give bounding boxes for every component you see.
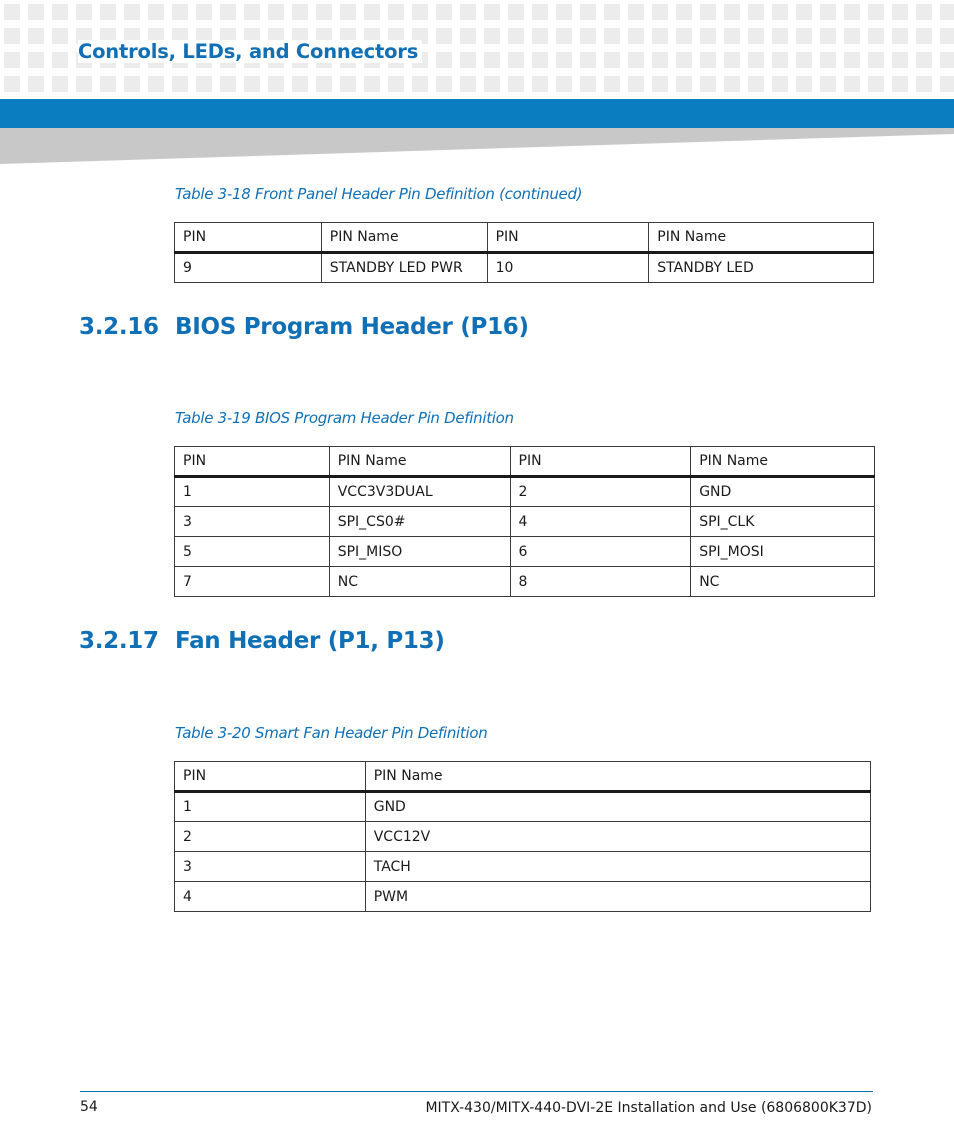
table-cell: SPI_MISO bbox=[329, 537, 510, 567]
column-header: PIN bbox=[175, 762, 366, 792]
section-number: 3.2.16 bbox=[79, 314, 159, 340]
page-number: 54 bbox=[80, 1099, 98, 1115]
header-grey-swoosh bbox=[0, 128, 954, 164]
footer-rule bbox=[80, 1091, 873, 1092]
document-title: MITX-430/MITX-440-DVI-2E Installation and Use (6806800K37D) bbox=[425, 1100, 872, 1116]
table-caption: Table 3-18 Front Panel Header Pin Definition (continued) bbox=[175, 185, 583, 203]
column-header: PIN Name bbox=[365, 762, 870, 792]
table-cell: 4 bbox=[510, 507, 691, 537]
column-header: PIN bbox=[175, 223, 322, 253]
column-header: PIN Name bbox=[329, 447, 510, 477]
table-cell: 7 bbox=[175, 567, 330, 597]
page-header bbox=[0, 0, 954, 100]
table-cell: SPI_MOSI bbox=[691, 537, 875, 567]
table-cell: 3 bbox=[175, 507, 330, 537]
table-cell: 1 bbox=[175, 477, 330, 507]
column-header: PIN Name bbox=[691, 447, 875, 477]
table-caption: Table 3-20 Smart Fan Header Pin Definition bbox=[175, 724, 488, 742]
header-blue-bar bbox=[0, 99, 954, 128]
section-title: BIOS Program Header (P16) bbox=[175, 314, 529, 340]
table-cell: NC bbox=[691, 567, 875, 597]
table-row bbox=[175, 253, 874, 283]
table-row bbox=[175, 792, 871, 822]
table-cell: 5 bbox=[175, 537, 330, 567]
chapter-title: Controls, LEDs, and Connectors bbox=[78, 40, 422, 63]
table-row bbox=[175, 882, 871, 912]
table-cell: 10 bbox=[487, 253, 649, 283]
table-row bbox=[175, 477, 875, 507]
table-caption: Table 3-19 BIOS Program Header Pin Definition bbox=[175, 409, 514, 427]
table-cell: STANDBY LED PWR bbox=[321, 253, 487, 283]
table-row bbox=[175, 822, 871, 852]
table-cell: VCC12V bbox=[365, 822, 870, 852]
column-header: PIN Name bbox=[321, 223, 487, 253]
table-cell: 2 bbox=[175, 822, 366, 852]
table-cell: TACH bbox=[365, 852, 870, 882]
table-cell: NC bbox=[329, 567, 510, 597]
table-cell: 1 bbox=[175, 792, 366, 822]
section-heading-fan bbox=[79, 628, 445, 654]
fan-pin-table bbox=[174, 761, 871, 912]
table-cell: GND bbox=[365, 792, 870, 822]
bios-pin-table bbox=[174, 446, 875, 597]
table-cell: GND bbox=[691, 477, 875, 507]
section-title: Fan Header (P1, P13) bbox=[175, 628, 445, 654]
table-cell: PWM bbox=[365, 882, 870, 912]
column-header: PIN bbox=[510, 447, 691, 477]
table-row bbox=[175, 852, 871, 882]
table-cell: 8 bbox=[510, 567, 691, 597]
table-cell: 4 bbox=[175, 882, 366, 912]
front-panel-pin-table bbox=[174, 222, 874, 283]
table-row bbox=[175, 507, 875, 537]
table-row bbox=[175, 567, 875, 597]
table-cell: 2 bbox=[510, 477, 691, 507]
table-cell: 9 bbox=[175, 253, 322, 283]
column-header: PIN bbox=[487, 223, 649, 253]
table-cell: SPI_CS0# bbox=[329, 507, 510, 537]
table-row bbox=[175, 537, 875, 567]
section-number: 3.2.17 bbox=[79, 628, 159, 654]
table-cell: 3 bbox=[175, 852, 366, 882]
table-cell: STANDBY LED bbox=[649, 253, 874, 283]
table-header-row bbox=[175, 762, 871, 792]
column-header: PIN Name bbox=[649, 223, 874, 253]
table-cell: VCC3V3DUAL bbox=[329, 477, 510, 507]
table-header-row bbox=[175, 223, 874, 253]
table-cell: 6 bbox=[510, 537, 691, 567]
section-heading-bios bbox=[79, 314, 529, 340]
column-header: PIN bbox=[175, 447, 330, 477]
table-cell: SPI_CLK bbox=[691, 507, 875, 537]
table-header-row bbox=[175, 447, 875, 477]
